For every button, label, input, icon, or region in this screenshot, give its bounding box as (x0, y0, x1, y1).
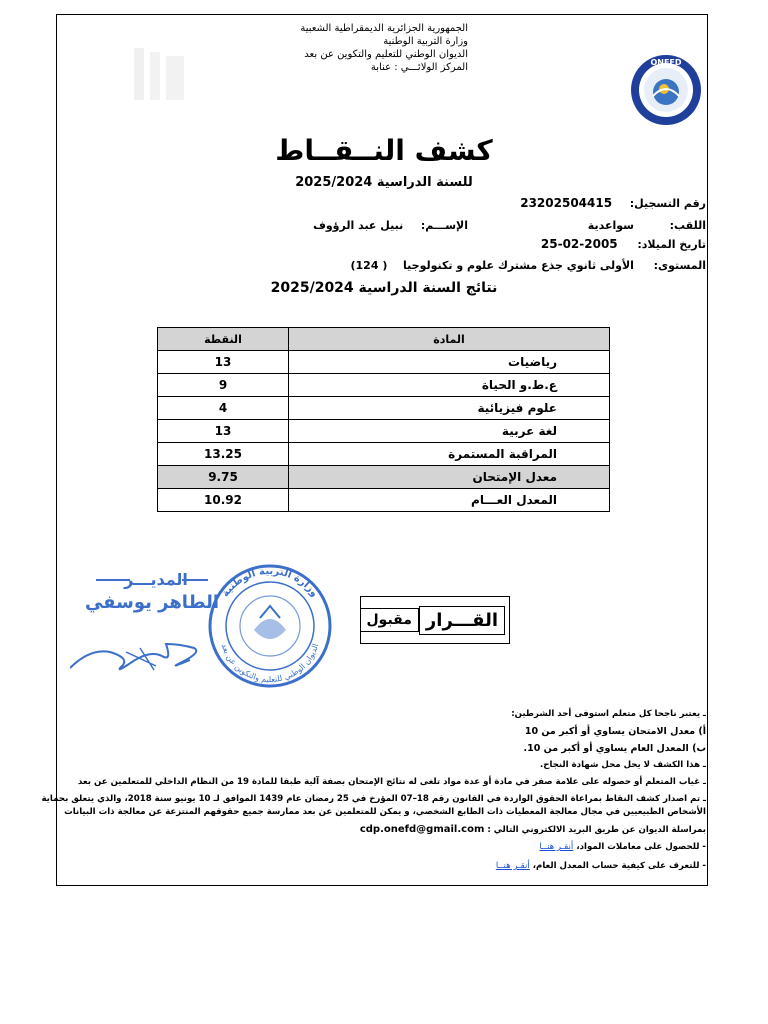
name-row (313, 219, 468, 232)
grade-cell: 13.25 (158, 443, 289, 466)
note-email-line (56, 823, 706, 837)
birth-label: تاريخ الميلاد: (637, 238, 706, 251)
general-average-row (158, 489, 610, 512)
grade-cell: 13 (158, 351, 289, 374)
note-line: بمراسلة الديوان عن طريق البريد الالكتروني التالي : (487, 825, 706, 835)
note-line: ـ يعتبر ناجحا كل متعلم استوفى أحد الشرطين: (511, 709, 706, 719)
level-value: الأولى ثانوي جذع مشترك علوم و تكنولوجيا (403, 259, 634, 272)
director-title: المديـــر (124, 570, 188, 589)
decision-value: مقبول (360, 608, 419, 632)
header-line: الديوان الوطني للتعليم والتكوين عن بعد (304, 49, 468, 60)
page-subtitle: للسنة الدراسية 2025/2024 (295, 175, 473, 190)
surname-label: اللقب: (669, 219, 706, 232)
reg-row (520, 196, 706, 210)
grade-cell: 9.75 (158, 466, 289, 489)
page-title: كشف النــقــاط (275, 134, 493, 167)
surname-value: سواعدية (587, 219, 634, 232)
level-code: ( 124) (350, 259, 388, 272)
reg-label: رقم التسجيل: (629, 197, 706, 210)
grade-cell: 13 (158, 420, 289, 443)
notes-block (41, 708, 706, 873)
table-header-row (158, 328, 610, 351)
name-label: الإســـم: (420, 219, 468, 232)
header-line: الجمهورية الجزائرية الديمقراطية الشعبية (300, 23, 468, 34)
note-line: أ) معدل الامتحان يساوي أو أكبر من 10 (524, 726, 706, 737)
note-line: ـ غياب المتعلم أو حصوله على علامة صفر في مادة أو عدة مواد تلغى له نتائج الإمتحان بصفة آلية طبقا للمادة 19 من النظام الداخلي للمتعلمين عن بعد (77, 777, 706, 787)
grade-cell: 4 (158, 397, 289, 420)
subject-cell: ع.ط.و الحياة (289, 374, 610, 397)
subject-column-header: المادة (289, 328, 610, 351)
subject-cell: علوم فيزيائية (289, 397, 610, 420)
grade-cell: 9 (158, 374, 289, 397)
table-row (158, 351, 610, 374)
subject-cell: لغة عربية (289, 420, 610, 443)
level-row (351, 259, 707, 272)
email-text: cdp.onefd@gmail.com (359, 824, 485, 835)
subject-cell: المراقبة المستمرة (289, 443, 610, 466)
results-title: نتائج السنة الدراسية 2025/2024 (270, 280, 498, 296)
svg-text:ONEFD: ONEFD (650, 58, 682, 67)
decision-label: القـــرار (419, 606, 505, 635)
watermark (130, 42, 190, 106)
official-stamp-icon (210, 566, 330, 686)
onefd-logo (628, 52, 704, 128)
average-calc-line (56, 860, 706, 873)
grades-table (157, 327, 610, 512)
director-name: الطاهر يوسفي (84, 592, 220, 613)
stamp-signature-area (70, 548, 333, 698)
onefd-logo-icon (628, 52, 704, 128)
average-calc-text: - للتعرف على كيفية حساب المعدل العام، (532, 861, 706, 871)
name-value: نبيل عبد الرؤوف (313, 219, 404, 232)
svg-text:وزارة التربية الوطنية: وزارة التربية الوطنية (220, 565, 320, 600)
coefficients-line (56, 841, 706, 854)
level-label: المستوى: (653, 259, 706, 272)
decision-box (360, 596, 510, 644)
note-line: ـ تم اصدار كشف النقاط بمراعاة الحقوق الواردة في القانون رقم 18–07 المؤرخ في 25 رمضان عام 1439 الموافق لـ 10 يونيو سنة 2018، والذي يتعلق بحماية (41, 794, 706, 804)
surname-row (588, 219, 706, 232)
table-row (158, 397, 610, 420)
handwritten-signature-icon (70, 644, 196, 669)
note-line: ـ هذا الكشف لا يحل محل شهادة النجاح. (540, 760, 706, 770)
reg-value: 23202504415 (520, 196, 613, 210)
birth-value: 2005-02-25 (540, 237, 618, 251)
subject-cell: رياضيات (289, 351, 610, 374)
table-row (158, 374, 610, 397)
subject-cell: المعدل العـــام (289, 489, 610, 512)
subject-cell: معدل الإمتحان (289, 466, 610, 489)
exam-average-row (158, 466, 610, 489)
coefficients-link[interactable]: أنقـر هنــا (539, 842, 574, 852)
grade-column-header: النقطة (158, 328, 289, 351)
birth-row (541, 237, 706, 251)
svg-text:الديوان الوطني للتعليم والتكوي: الديوان الوطني للتعليم والتكوين عن بعد (219, 642, 321, 685)
coefficients-text: - للحصول على معاملات المواد، (576, 842, 706, 852)
note-line: ب) المعدل العام يساوي أو أكبر من 10. (523, 743, 706, 754)
header-line: المركز الولائـــي : عنابة (370, 62, 468, 73)
note-line: الأشخاص الطبيعيين في مجال معالجة المعطيات ذات الطابع الشخصي، و يمكن للمتعلمين عن بعد ممارسة جميع حقوقهم المنتزعة عن معالجة ذات البيانات (64, 807, 706, 817)
average-calc-link[interactable]: أنقـر هنــا (495, 861, 530, 871)
grade-cell: 10.92 (158, 489, 289, 512)
header-line: وزارة التربية الوطنية (383, 36, 468, 47)
table-row (158, 443, 610, 466)
table-row (158, 420, 610, 443)
